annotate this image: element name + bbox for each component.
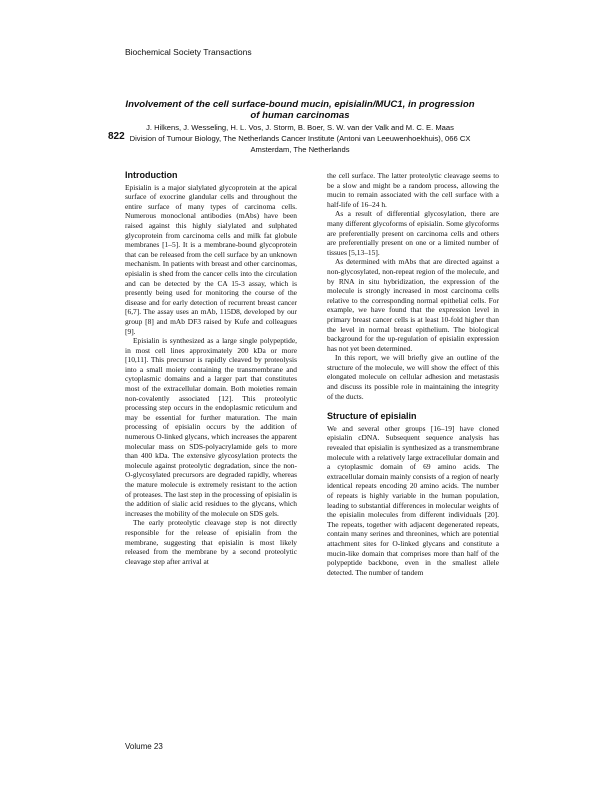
page-number: 822 (108, 131, 125, 142)
affiliation: Division of Tumour Biology, The Netherlands Cancer Institute (Antoni van Leeuwenhoekhuis), 066 CX Amsterdam, The Netherlands (129, 133, 471, 154)
paragraph: As determined with mAbs that are directed against a non-glycosylated, non-repeat region of the molecule, and by RNA in situ hybridization, the expression of the molecule is strongly increased in most carcinoma cells relative to the corresponding normal epithelial cells. For example, we have found that the expression level in primary breast cancer cells is at least 10-fold higher than the level in normal breast epithelium. The biological background for the up-regulation of episialin expression has not yet been determined. (327, 257, 499, 353)
volume-footer: Volume 23 (125, 742, 163, 751)
section-heading-introduction: Introduction (125, 170, 178, 180)
paragraph: The early proteolytic cleavage step is not directly responsible for the release of episialin from the membrane, suggesting that episialin is most likely released from the membrane by a second proteolytic cleavage step after arrival at (125, 518, 297, 566)
author-block (122, 123, 478, 155)
paragraph: Episialin is a major sialylated glycoprotein at the apical surface of exocrine glandular cells and throughout the entire surface of many types of carcinoma cells. Numerous monoclonal antibodies (mAbs) have been raised against this highly sialylated and sulphated glycoprotein from carcinoma cells and milk fat globule membranes [1–5]. It is a membrane-bound glycoprotein that can be released from the cell surface by an unknown mechanism. In patients with breast and other carcinomas, episialin is shed from the cancer cells into the circulation and can be detected by the CA 15-3 assay, which is presently being used for monitoring the course of the disease and for early detection of recurrent breast cancer [6,7]. The assay uses an mAb, 115D8, developed by our group [8] and mAb DF3 raised by Kufe and colleagues [9]. (125, 182, 297, 336)
paragraph: the cell surface. The latter proteolytic cleavage seems to be a slow and might be a random process, allowing the mucin to remain associated with the cell surface with a half-life of 16–24 h. (327, 171, 499, 209)
right-column (327, 171, 499, 577)
paragraph: In this report, we will briefly give an outline of the structure of the molecule, we will show the effect of this elongated molecule on cellular adhesion and metastasis and discuss its possible role in maintaining the integrity of the ducts. (327, 353, 499, 401)
paragraph: Episialin is synthesized as a large single polypeptide, in most cell lines approximately 200 kDa or more [10,11]. This precursor is rapidly cleaved by proteolysis into a small moiety containing the transmembrane and cytoplasmic domains and a larger part that constitutes most of the extracellular domain. Both moieties remain non-covalently associated [12]. This proteolytic processing step occurs in the endoplasmic reticulum and may be essential for further maturation. The main processing of episialin occurs by the addition of numerous O-linked glycans, which increases the apparent molecular mass on SDS-polyacrylamide gels to more than 400 kDa. The extensive glycosylation protects the molecule against proteolytic degradation, since the non-O-glycosylated precursors are degraded rapidly, whereas the mature molecule is extremely resistant to the action of proteases. The last step in the processing of episialin is the addition of sialic acid residues to the glycans, which increases the mobility of the molecule on SDS gels. (125, 336, 297, 518)
journal-name: Biochemical Society Transactions (125, 47, 252, 57)
paragraph: As a result of differential glycosylation, there are many different glycoforms of episialin. Some glycoforms are preferentially present on carcinoma cells and others are preferentially present on one or a limited number of tissues [5,13–15]. (327, 209, 499, 257)
paragraph: We and several other groups [16–19] have cloned episialin cDNA. Subsequent sequence analysis has revealed that episialin is synthesized as a transmembrane molecule with a relatively large extracellular domain and a cytoplasmic domain of 69 amino acids. The extracellular domain mainly consists of a region of nearly identical repeats encoding 20 amino acids. The number of repeats is highly variable in the human population, leading to substantial differences in molecular weights of the episialin molecules from different individuals [20]. The repeats, together with adjacent degenerated repeats, contain many serines and threonines, which are potential attachment sites for O-linked glycans and constitute a mucin-like domain that comprises more than half of the polypeptide backbone, even in the smallest allele detected. The number of tandem (327, 423, 499, 577)
authors: J. Hilkens, J. Wesseling, H. L. Vos, J. Storm, B. Boer, S. W. van der Valk and M. C. E. Maas (146, 123, 454, 132)
section-heading-structure: Structure of episialin (327, 411, 417, 422)
left-column (125, 171, 297, 566)
article-title: Involvement of the cell surface-bound mucin, episialin/MUC1, in progression of human carcinomas (125, 99, 475, 121)
